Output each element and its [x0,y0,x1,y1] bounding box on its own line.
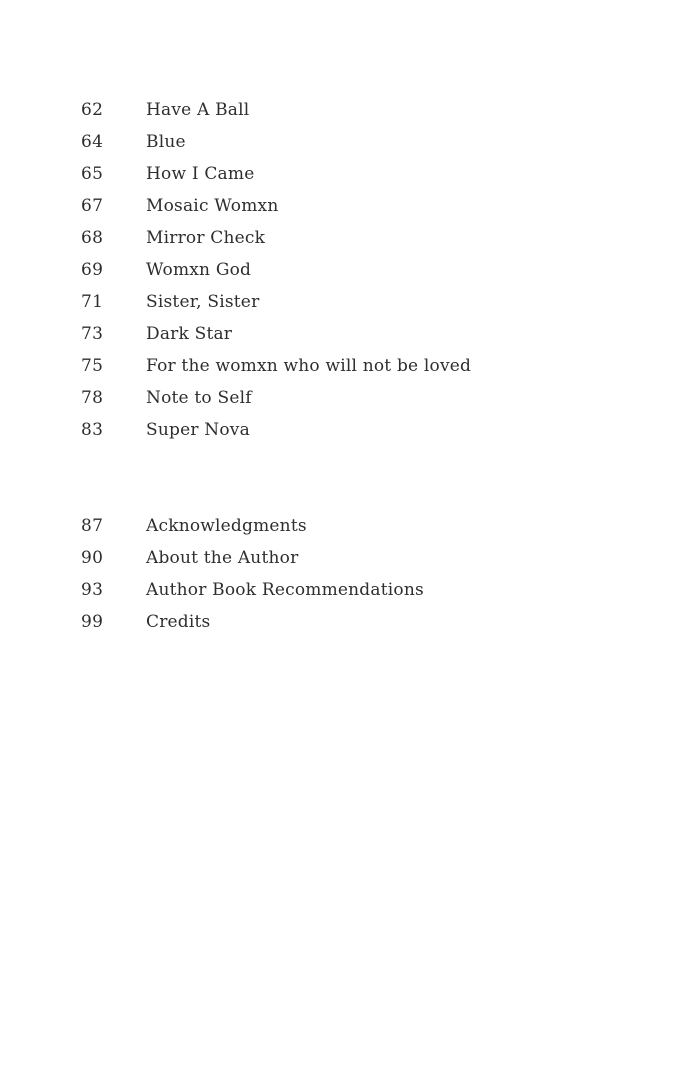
toc-entry[interactable] [81,286,471,318]
toc-page-number: 78 [81,388,104,408]
toc-entry-title: Blue [146,132,186,152]
toc-entry[interactable] [81,382,471,414]
toc-page-number: 64 [81,132,104,152]
toc-entry-title: Mosaic Womxn [146,196,279,216]
toc-group-backmatter [81,510,471,638]
toc-entry[interactable] [81,254,471,286]
toc-page-number: 93 [81,580,104,600]
toc-entry-title: Credits [146,612,211,632]
toc-page-number: 69 [81,260,104,280]
toc-entry-title: Have A Ball [146,100,250,120]
toc-entry[interactable] [81,190,471,222]
toc-entry-title: Author Book Recommendations [146,580,424,600]
toc-page-number: 71 [81,292,104,312]
toc-entry-title: Dark Star [146,324,233,344]
toc-entry-title: Mirror Check [146,228,266,248]
toc-entry[interactable] [81,510,471,542]
toc-page-number: 83 [81,420,104,440]
toc-page-number: 73 [81,324,104,344]
toc-entry[interactable] [81,94,471,126]
toc-entry-title: About the Author [146,548,299,568]
toc-entry[interactable] [81,158,471,190]
toc-group-divider-space [81,446,471,510]
toc-entry[interactable] [81,222,471,254]
toc-entry[interactable] [81,318,471,350]
toc-page-number: 87 [81,516,104,536]
toc-entry-title: How I Came [146,164,255,184]
toc-group-poems [81,94,471,446]
toc-page-number: 68 [81,228,104,248]
toc-entry-title: Acknowledgments [146,516,307,536]
toc-entry[interactable] [81,350,471,382]
toc-page-number: 90 [81,548,104,568]
toc-entry[interactable] [81,414,471,446]
toc-page-number: 62 [81,100,104,120]
toc-entry-title: Note to Self [146,388,252,408]
toc-page-number: 99 [81,612,104,632]
toc-page-number: 75 [81,356,104,376]
toc-entry[interactable] [81,542,471,574]
toc-entry-title: Sister, Sister [146,292,260,312]
toc-entry[interactable] [81,574,471,606]
toc-entry[interactable] [81,606,471,638]
toc-entry-title: For the womxn who will not be loved [146,356,472,376]
toc-page-number: 67 [81,196,104,216]
toc-entry[interactable] [81,126,471,158]
toc-page-number: 65 [81,164,104,184]
table-of-contents [81,94,471,638]
toc-entry-title: Womxn God [146,260,252,280]
toc-entry-title: Super Nova [146,420,250,440]
